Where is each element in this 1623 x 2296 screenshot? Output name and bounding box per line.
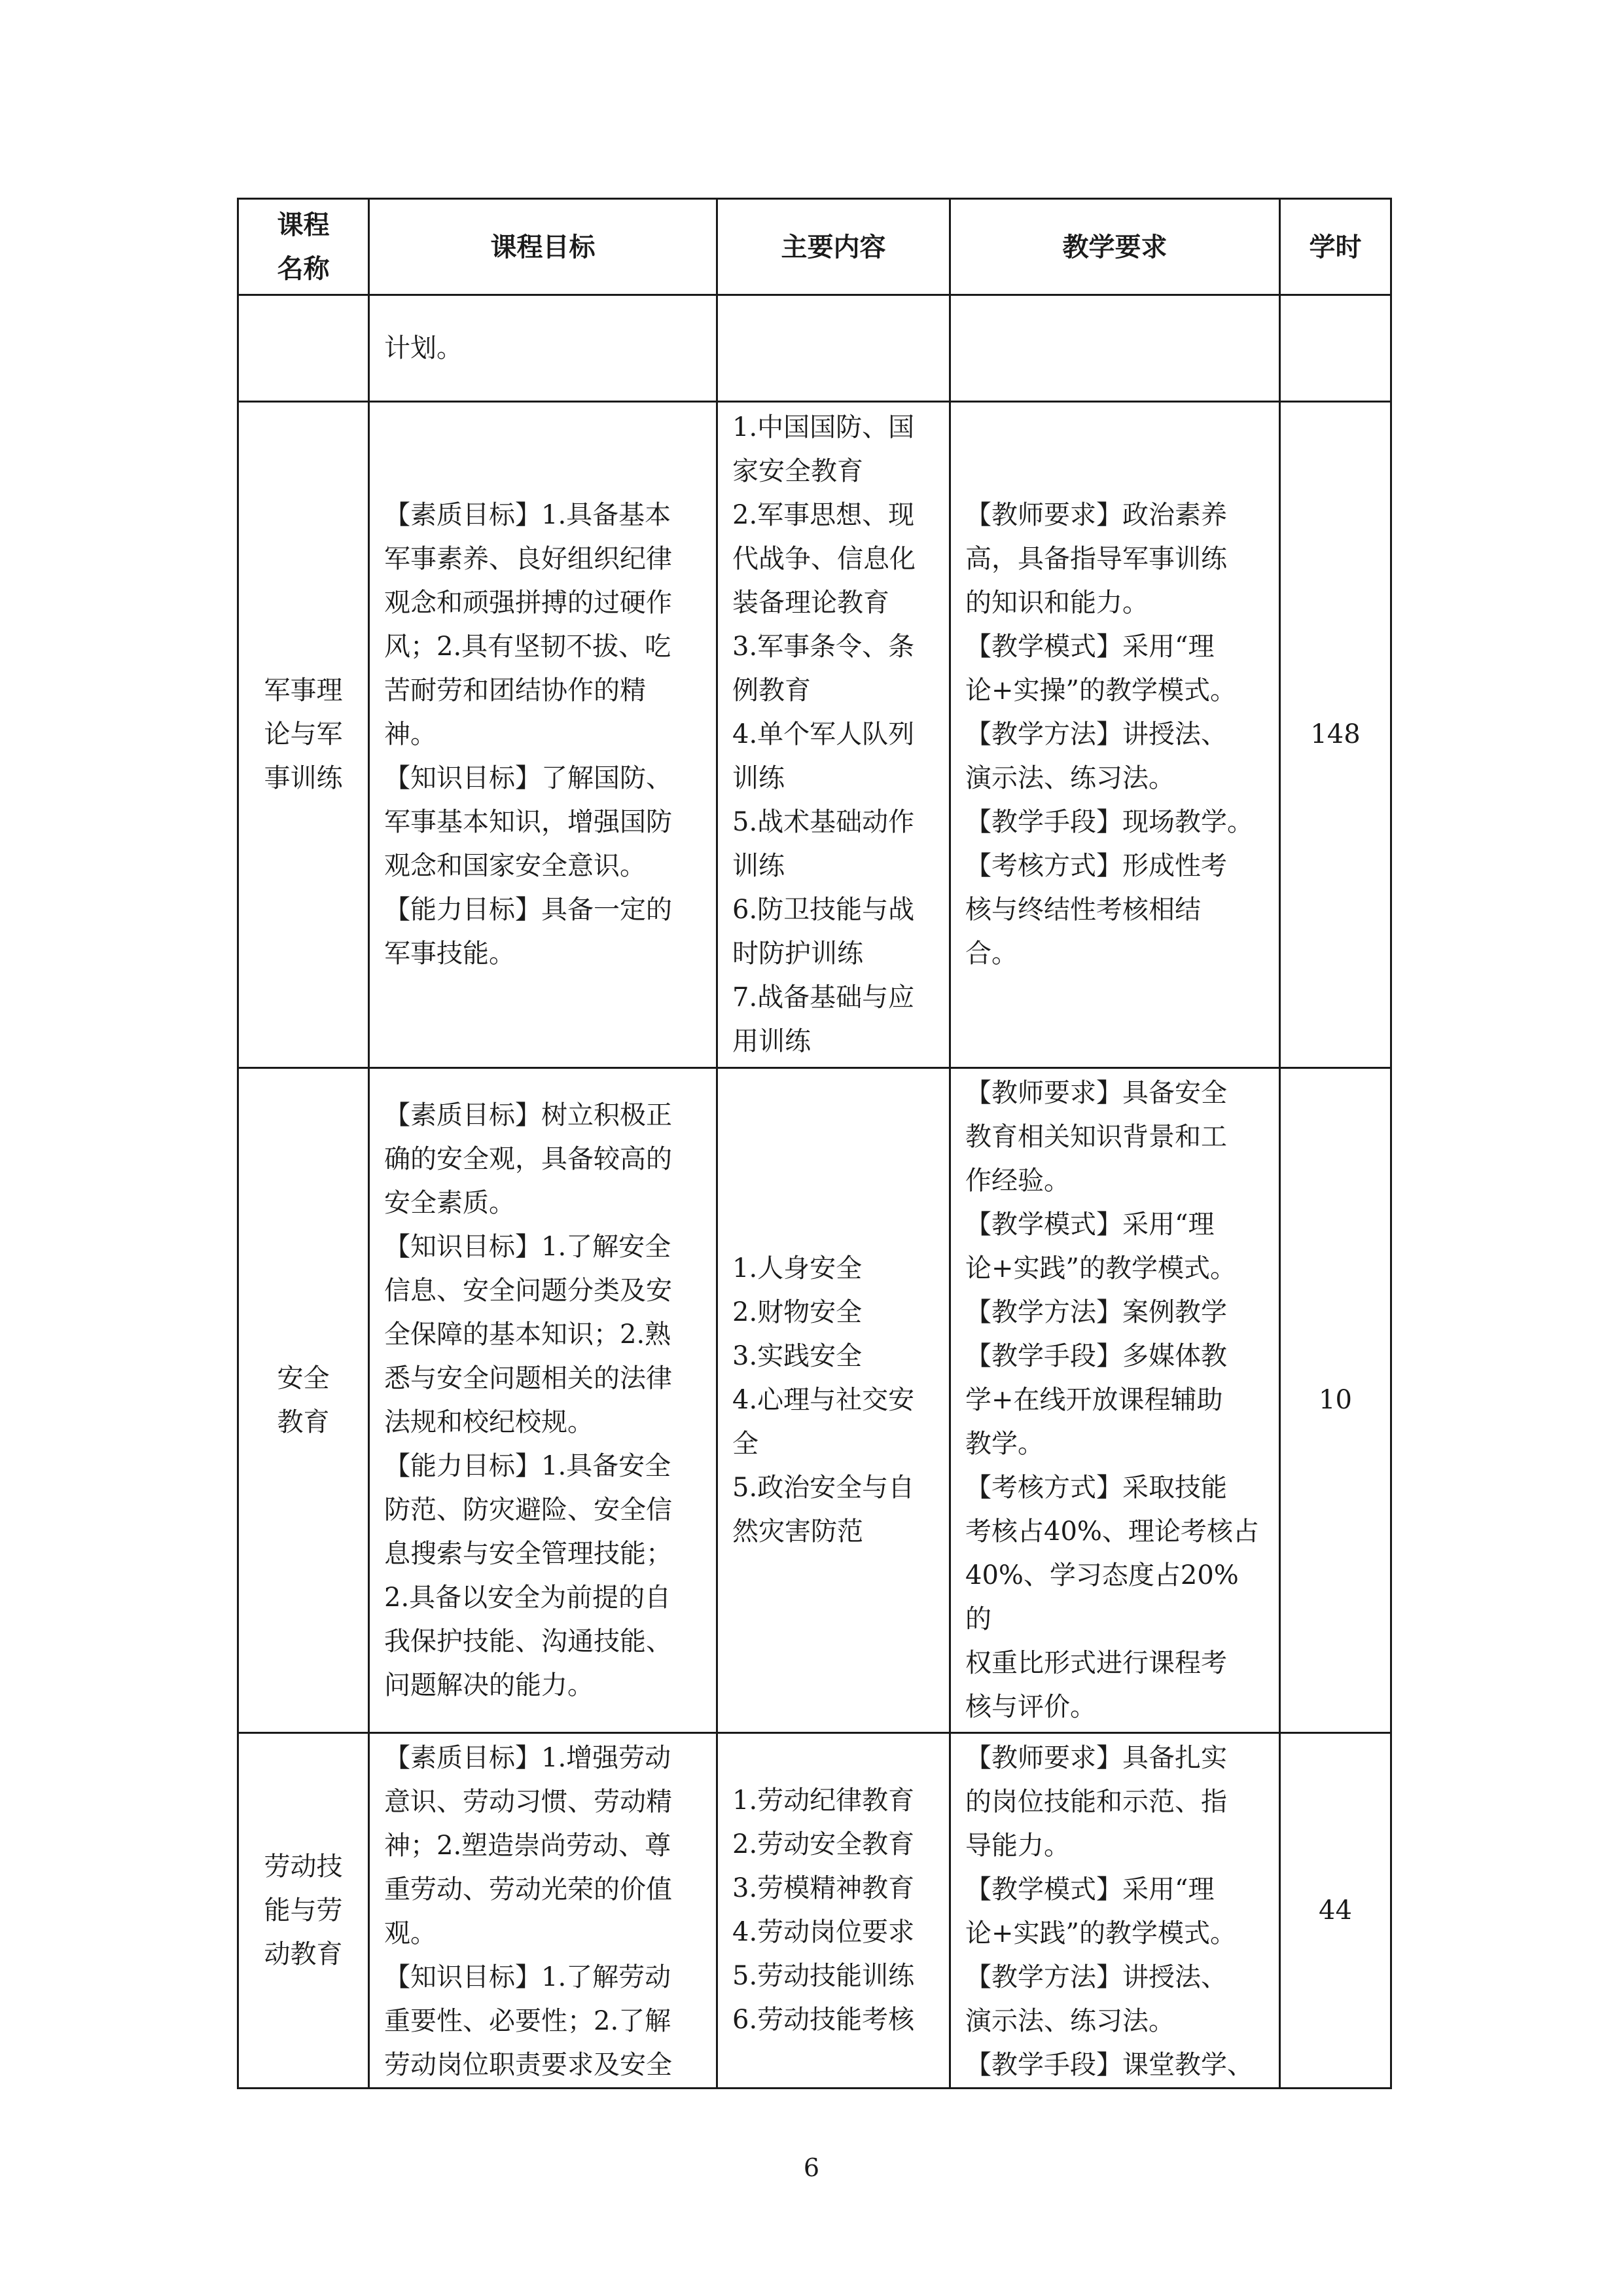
cell-line: 代战争、信息化 — [732, 544, 916, 574]
table-header-row — [238, 199, 1391, 295]
main-content-cell — [717, 295, 950, 402]
cell-line: 3.实践安全 — [732, 1341, 863, 1371]
cell-line: 息搜索与安全管理技能； — [384, 1538, 672, 1569]
cell-line: 风；2.具有坚韧不拔、吃 — [384, 632, 671, 662]
cell-line: 观念和国家安全意识。 — [384, 851, 646, 881]
cell-line: 5.政治安全与自 — [732, 1473, 915, 1503]
course-goal-cell — [369, 1068, 717, 1733]
cell-line: 军事素养、良好组织纪律 — [384, 544, 672, 574]
cell-line: 【素质目标】1.增强劳动 — [384, 1743, 671, 1773]
cell-line: 1.劳动纪律教育 — [732, 1785, 915, 1816]
cell-line: 重要性、必要性；2.了解 — [384, 2006, 671, 2036]
course-goal-cell — [369, 1733, 717, 2089]
cell-line: 7.战备基础与应 — [732, 982, 915, 1013]
cell-line: 论+实践”的教学模式。 — [965, 1918, 1236, 1948]
cell-line: 【教学手段】多媒体教 — [965, 1341, 1227, 1371]
cell-line: 2.具备以安全为前提的自 — [384, 1582, 671, 1613]
cell-line: 然灾害防范 — [732, 1516, 863, 1547]
cell-line: 教育 — [277, 1407, 330, 1437]
main-content-cell — [717, 402, 950, 1068]
cell-line: 核与终结性考核相结 — [965, 895, 1201, 925]
header-course-goal: 课程目标 — [369, 199, 717, 295]
cell-line: 全 — [732, 1429, 758, 1459]
header-course-name: 课程 名称 — [238, 199, 369, 295]
cell-line: 2.军事思想、现 — [732, 500, 915, 530]
cell-line: 事训练 — [264, 763, 343, 793]
cell-line: 军事技能。 — [384, 939, 515, 969]
hours-cell — [1280, 295, 1391, 402]
cell-line: 问题解决的能力。 — [384, 1670, 594, 1700]
header-hours: 学时 — [1280, 199, 1391, 295]
cell-line: 导能力。 — [965, 1831, 1070, 1861]
header-main-content: 主要内容 — [717, 199, 950, 295]
main-content-cell — [717, 1733, 950, 2089]
cell-line: 【能力目标】具备一定的 — [384, 895, 672, 925]
course-goal-cell — [369, 402, 717, 1068]
teaching-requirements-cell — [950, 1733, 1280, 2089]
cell-line: 6.劳动技能考核 — [732, 2005, 915, 2035]
cell-line: 3.军事条令、条 — [732, 632, 915, 662]
cell-line: 装备理论教育 — [732, 588, 889, 618]
main-content-cell — [717, 1068, 950, 1733]
cell-line: 军事基本知识，增强国防 — [384, 807, 672, 837]
cell-line: 的知识和能力。 — [965, 588, 1149, 618]
cell-line: 论+实操”的教学模式。 — [965, 675, 1236, 706]
cell-line: 例教育 — [732, 675, 811, 706]
cell-line: 【考核方式】形成性考 — [965, 851, 1227, 881]
cell-line: 用训练 — [732, 1026, 811, 1056]
cell-line: 意识、劳动习惯、劳动精 — [384, 1787, 672, 1817]
cell-line: 1.人身安全 — [732, 1253, 863, 1283]
cell-line: 【知识目标】1.了解安全 — [384, 1231, 671, 1262]
cell-line: 3.劳模精神教育 — [732, 1873, 915, 1903]
table-row — [238, 1733, 1391, 2089]
cell-line: 【教学模式】采用“理 — [965, 1874, 1215, 1905]
header-teaching-requirements: 教学要求 — [950, 199, 1280, 295]
cell-line: 教育相关知识背景和工 — [965, 1122, 1227, 1152]
cell-line: 核与评价。 — [965, 1692, 1096, 1722]
cell-line: 【教学模式】采用“理 — [965, 632, 1215, 662]
cell-line: 观。 — [384, 1918, 437, 1948]
cell-line: 5.战术基础动作 — [732, 807, 915, 837]
cell-line: 的岗位技能和示范、指 — [965, 1787, 1227, 1817]
cell-line: 论+实践”的教学模式。 — [965, 1253, 1236, 1283]
cell-line: 【知识目标】1.了解劳动 — [384, 1962, 671, 1992]
cell-line: 神。 — [384, 719, 437, 749]
cell-line: 神；2.塑造崇尚劳动、尊 — [384, 1831, 671, 1861]
cell-line: 【教学手段】现场教学。 — [965, 807, 1253, 837]
cell-line: 安全素质。 — [384, 1187, 515, 1218]
cell-line: 【教学方法】案例教学 — [965, 1297, 1227, 1327]
cell-line: 【素质目标】1.具备基本 — [384, 500, 671, 530]
cell-line: 学+在线开放课程辅助 — [965, 1385, 1223, 1415]
cell-line: 时防护训练 — [732, 939, 863, 969]
cell-line: 我保护技能、沟通技能、 — [384, 1626, 672, 1657]
cell-line: 合。 — [965, 939, 1018, 969]
course-name-cell — [238, 1068, 369, 1733]
teaching-requirements-cell — [950, 402, 1280, 1068]
cell-line: 作经验。 — [965, 1166, 1070, 1196]
cell-line: 观念和顽强拼搏的过硬作 — [384, 588, 672, 618]
cell-line: 重劳动、劳动光荣的价值 — [384, 1874, 672, 1905]
cell-line: 【能力目标】1.具备安全 — [384, 1450, 671, 1481]
cell-line: 劳动技 — [264, 1851, 343, 1882]
cell-line: 2.财物安全 — [732, 1297, 863, 1327]
cell-line: 40%、学习态度占20%的 — [965, 1560, 1239, 1634]
hours-cell: 44 — [1280, 1733, 1391, 2089]
hours-cell: 148 — [1280, 402, 1391, 1068]
cell-line: 军事理 — [264, 675, 343, 706]
cell-line: 悉与安全问题相关的法律 — [384, 1363, 672, 1393]
cell-line: 5.劳动技能训练 — [732, 1961, 915, 1991]
cell-line: 训练 — [732, 851, 785, 881]
cell-line: 【教师要求】具备安全 — [965, 1078, 1227, 1108]
cell-line: 2.劳动安全教育 — [732, 1829, 915, 1859]
cell-line: 【教师要求】具备扎实 — [965, 1743, 1227, 1773]
cell-line: 训练 — [732, 763, 785, 793]
cell-line: 教学。 — [965, 1429, 1044, 1459]
cell-line: 演示法、练习法。 — [965, 2006, 1175, 2036]
cell-line: 【教学方法】讲授法、 — [965, 719, 1227, 749]
cell-line: 4.单个军人队列 — [732, 719, 915, 749]
cell-line: 信息、安全问题分类及安 — [384, 1275, 672, 1306]
page-number: 6 — [803, 2153, 820, 2182]
table-row — [238, 402, 1391, 1068]
cell-line: 权重比形式进行课程考 — [965, 1648, 1227, 1678]
cell-line: 【素质目标】树立积极正 — [384, 1100, 672, 1130]
cell-line: 苦耐劳和团结协作的精 — [384, 675, 646, 706]
teaching-requirements-cell — [950, 1068, 1280, 1733]
cell-line: 全保障的基本知识；2.熟 — [384, 1319, 671, 1350]
cell-line: 高，具备指导军事训练 — [965, 544, 1227, 574]
hours-cell: 10 — [1280, 1068, 1391, 1733]
course-name-cell — [238, 1733, 369, 2089]
cell-line: 劳动岗位职责要求及安全 — [384, 2050, 672, 2080]
cell-line: 动教育 — [264, 1939, 343, 1969]
cell-line: 1.中国国防、国 — [732, 412, 915, 442]
course-name-cell — [238, 402, 369, 1068]
curriculum-table — [237, 198, 1392, 2089]
cell-line: 确的安全观，具备较高的 — [384, 1143, 672, 1174]
cell-line: 计划。 — [384, 332, 463, 363]
table-row — [238, 1068, 1391, 1733]
course-name-cell — [238, 295, 369, 402]
teaching-requirements-cell — [950, 295, 1280, 402]
cell-line: 【教师要求】政治素养 — [965, 500, 1227, 530]
cell-line: 能与劳 — [264, 1895, 343, 1926]
cell-line: 4.心理与社交安 — [732, 1385, 915, 1415]
cell-line: 考核占40%、理论考核占 — [965, 1516, 1259, 1547]
cell-line: 家安全教育 — [732, 456, 863, 486]
cell-line: 防范、防灾避险、安全信 — [384, 1494, 672, 1525]
cell-line: 【教学方法】讲授法、 — [965, 1962, 1227, 1992]
table-row — [238, 295, 1391, 402]
cell-line: 演示法、练习法。 — [965, 763, 1175, 793]
cell-line: 法规和校纪校规。 — [384, 1407, 594, 1437]
cell-line: 论与军 — [264, 719, 343, 749]
cell-line: 【教学模式】采用“理 — [965, 1210, 1215, 1240]
cell-line: 【考核方式】采取技能 — [965, 1473, 1227, 1503]
cell-line: 6.防卫技能与战 — [732, 895, 915, 925]
course-goal-cell — [369, 295, 717, 402]
cell-line: 安全 — [277, 1363, 330, 1393]
cell-line: 【教学手段】课堂教学、 — [965, 2050, 1253, 2080]
cell-line: 4.劳动岗位要求 — [732, 1917, 915, 1947]
cell-line: 【知识目标】了解国防、 — [384, 763, 672, 793]
